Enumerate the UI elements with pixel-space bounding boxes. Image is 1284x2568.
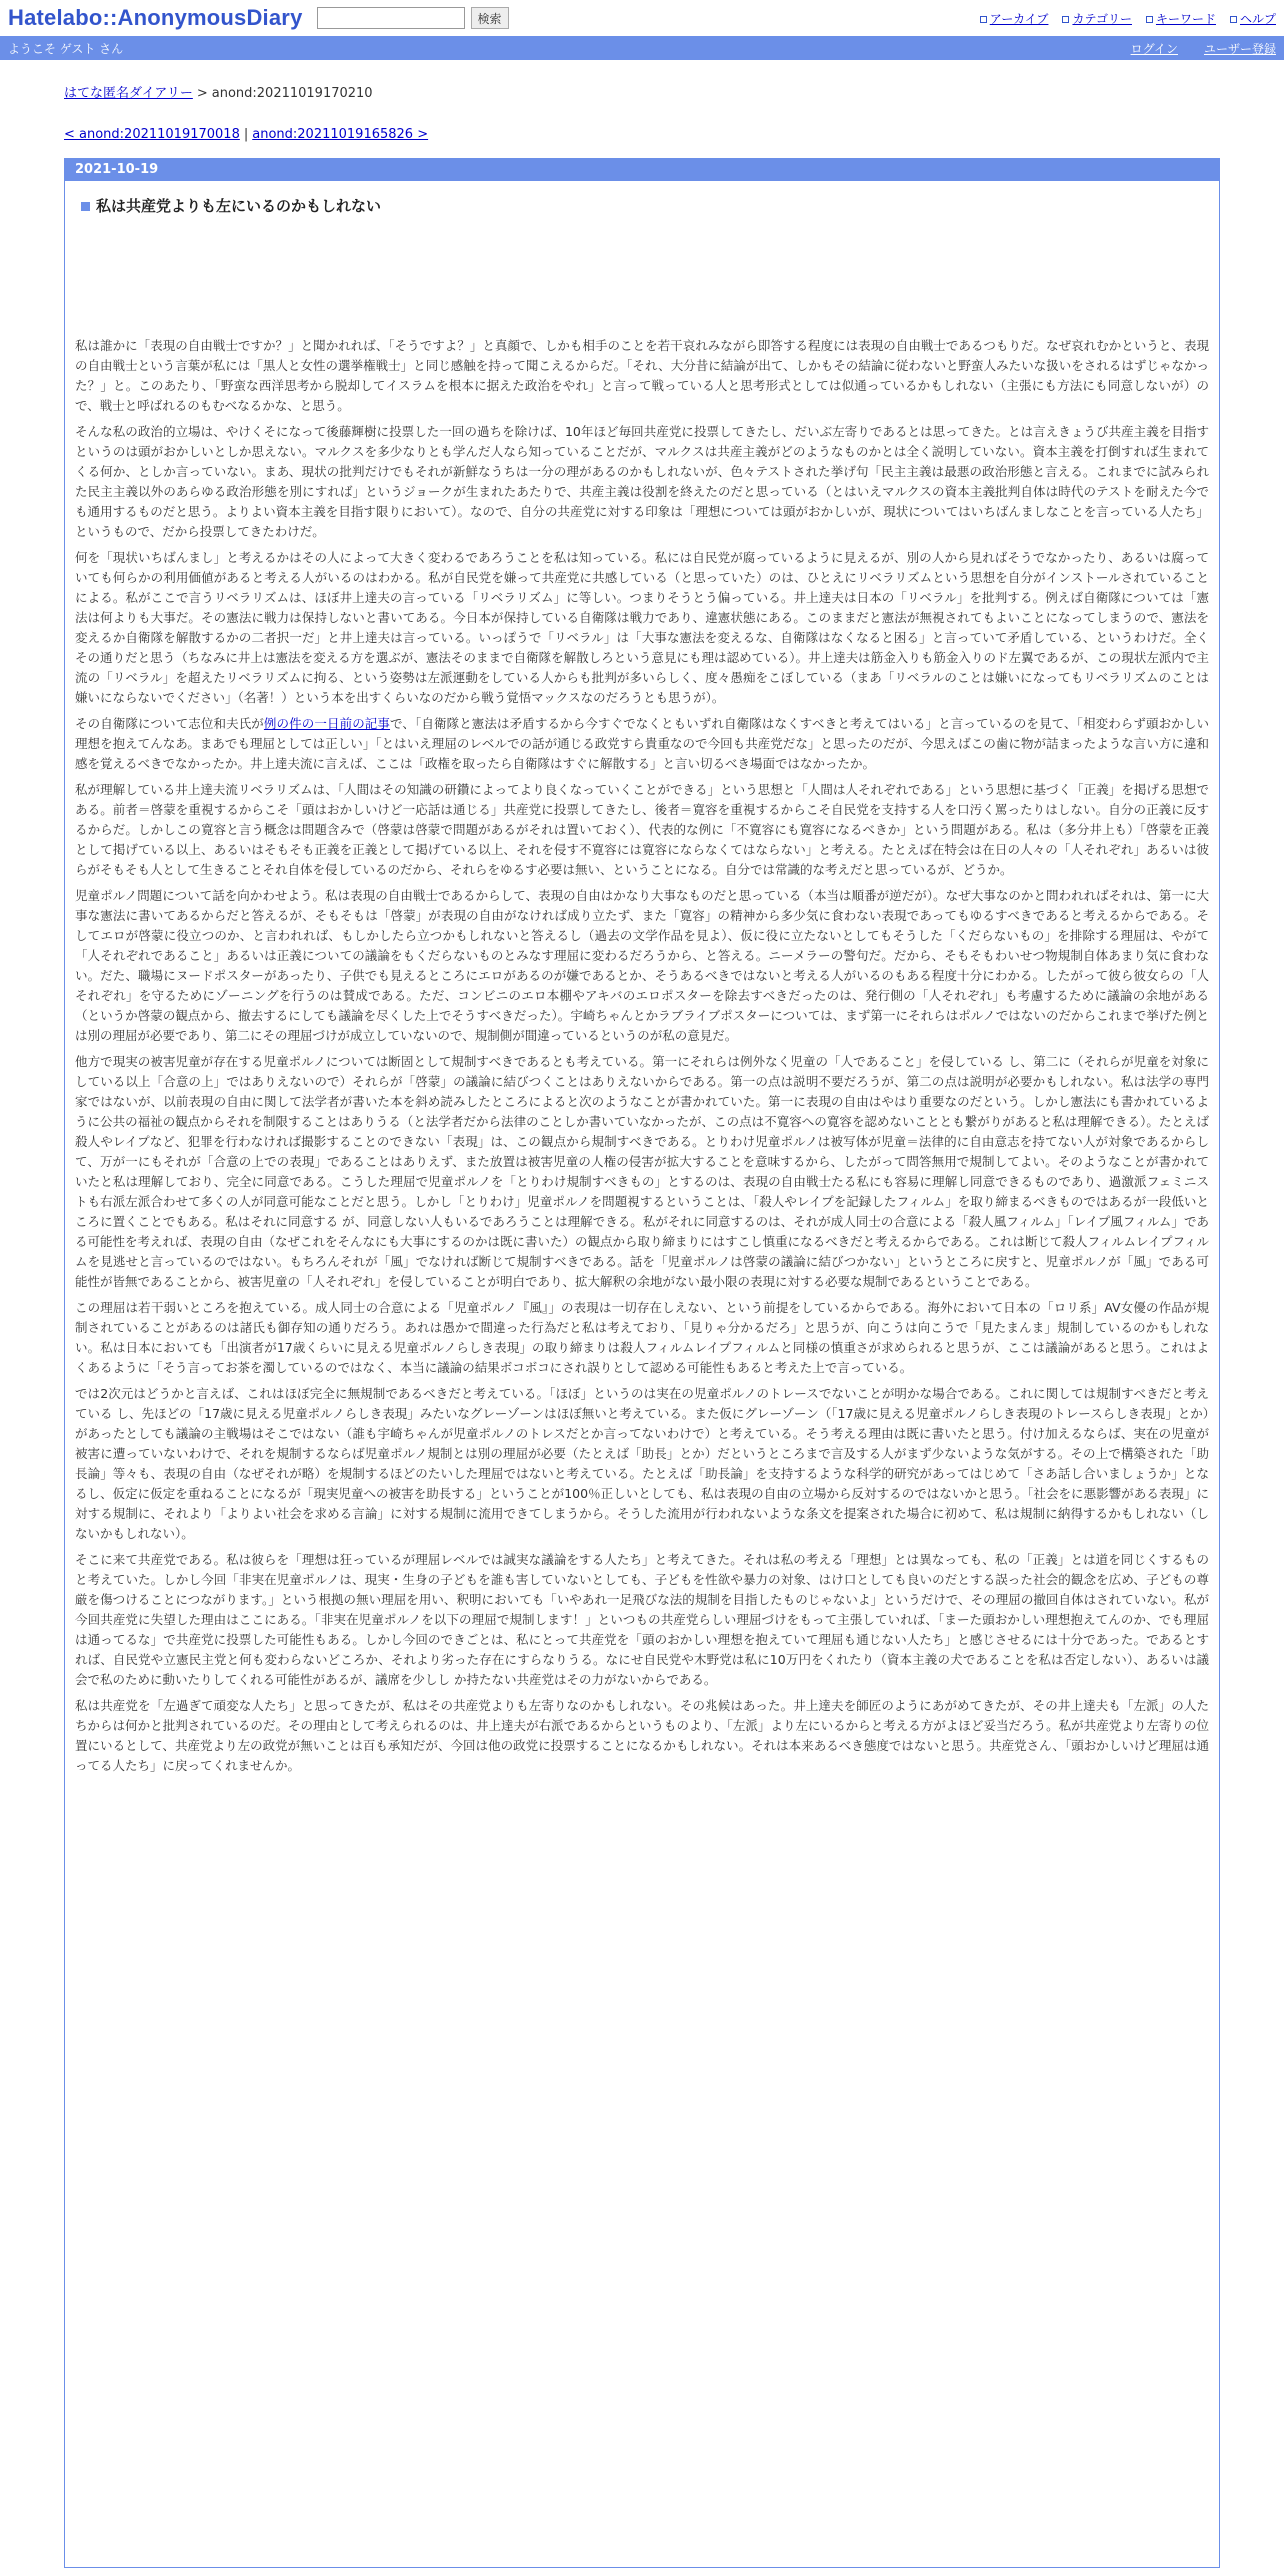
nav-category-link[interactable]: カテゴリー [1072, 11, 1132, 26]
breadcrumb [64, 82, 1220, 101]
pager-sep: | [243, 127, 249, 142]
prev-entry-link[interactable]: < anond:20211019170018 [64, 127, 240, 142]
search-input[interactable] [317, 7, 465, 29]
nav-keyword-link[interactable]: キーワード [1155, 11, 1216, 26]
square-icon [1062, 16, 1069, 23]
search-button[interactable]: 検索 [471, 7, 509, 29]
next-entry-link[interactable]: anond:20211019165826 > [252, 127, 429, 142]
site-logo[interactable]: Hatelabo::AnonymousDiary [8, 5, 303, 30]
paragraph: 児童ポルノ問題について話を向かわせよう。私は表現の自由戦士であるからして、表現の自由はかなり大事なものだと思っている（本当は順番が逆だが）。なぜ大事なのかと問われればそれは、第一に大事な憲法に書いてあるからだと答えるが、そもそもは「啓蒙」が表現の自由がなければ成り立たず、また「寛容」の精神から多少気に食わない表現であってもゆるすべきであると考えるからである。そしてエロが啓蒙に役立つのか、と言われれば、もしかしたら立つかもしれないと答えるし（過去の文学作品を見よ）、仮に役に立たないとしてもそうした「くだらないもの」を排除する理屈は、やがて「人それぞれであること」あるいは正義についての議論をもくだらないものとみなす理屈に変わるだろうから、と答える。ニーメラーの警句だ。だから、そもそもわいせつ物規制自体あまり気に食わない。だた、職場にヌードポスターがあったり、子供でも見えるところにエロがあるのが嫌であるとか、そうあるべきではないと考える人がいるのもある程度十分にわかる。したがって彼ら彼女らの「人それぞれ」を守るためにゾーニングを行うのは賛成である。ただ、コンビニのエロ本棚やアキバのエロポスターを除去すべきだったのは、発行側の「人それぞれ」も考慮するために議論の余地がある（というか啓蒙の観点から、撤去するにしても議論を尽くした上でそうすべきだった）。宇崎ちゃんとかラブライブポスターについては、まず第一にそれらはポルノではないのだからこれまで挙げた例とは別の理屈が必要であり、第二にその理屈づけが成立していないので、規制側が間違っているというのが私の意見だ。 [75, 888, 1209, 1043]
day-date: 2021-10-19 [65, 159, 1219, 181]
paragraph: では2次元はどうかと言えば、これはほぼ完全に無規制であるべきだと考えている。「ほぼ」というのは実在の児童ポルノのトレースでないことが明かな場合である。これに関しては規制すべきだと考えている し、先ほどの「17歳に見える児童ポルノらしき表現」みたいなグレーゾーンはほぼ無いと考えている。また仮にグレーゾーン（「17歳に見える児童ポルノらしき表現のトレースらしき表現」とか）があったとしても議論の主戦場はそこではない（誰も宇崎ちゃんが児童ポルノのトレスだとか言ってないわけで）と考えている。そう考える理由は既に書いたと思う。付け加えるならば、実在の児童が被害に遭っていないわけで、それを規制するならば児童ポルノ規制とは別の理屈が必要（たとえば「助長」とか）だというところまで言及する人がまず少ないような気がする。その上で構築された「助長論」等々も、表現の自由（なぜそれが略）を規制するほどのたいした理屈ではないと考えている。たとえば「助長論」を支持するような科学的研究があってはじめて「さあ話し合いましょうか」となるし、仮定に仮定を重ねることになるが「現実児童への被害を助長する」ということが100％正しいとしても、私は表現の自由の立場から反対するのではないかと思う。「社会をに悪影響がある表現」に対する規制に、それより「よりよい社会を求める言論」に対する規制に流用できてしまうから。そうした流用が行われないような条文を提案された場合に初めて、私は規制に納得するかもしれない（しないかもしれない）。 [75, 1386, 1209, 1541]
login-link[interactable]: ログイン [1130, 41, 1178, 56]
entry-title-text: 私は共産党よりも左にいるのかもしれない [96, 197, 382, 215]
paragraph: 私は共産党を「左過ぎて頑変な人たち」と思ってきたが、私はその共産党よりも左寄りなのかもしれない。その兆候はあった。井上達夫を師匠のようにあがめてきたが、その井上達夫も「左派」の人たちからは何かと批判されているのだ。その理由として考えられるのは、井上達夫が右派であるからというものより、「左派」より左にいるからと考える方がよほど妥当だろう。私が共産党より左寄りの位置にいるとして、共産党より左の政党が無いことは百も承知だが、今回は他の政党に投票することになるかもしれない。それは本来あるべき態度ではないと思う。共産党さん、「頭おかしいけど理屈は通ってる人たち」に戻ってくれませんか。 [75, 1698, 1209, 1773]
register-link[interactable]: ユーザー登録 [1203, 41, 1276, 56]
breadcrumb-current: anond:20211019170210 [211, 86, 373, 101]
paragraph-with-link: その自衛隊について志位和夫氏が例の件の一日前の記事で、「自衛隊と憲法は矛盾するから今すぐでなくともいずれ自衛隊はなくすべきと考えてはいる」と言っているのを見て、「相変わらず頭おかしい理想を抱えてんなあ。まあでも理屈としては正しい」「とはいえ理屈のレベルでの話が通じる政党すら貴重なので今回も共産党だな」と思ったのだが、今思えばこの歯に物が詰まったような言い方に違和感を覚えるべきでなかったか。井上達夫流に言えば、ここは「政権を取ったら自衛隊はすぐに解散する」と言い切るべき場面ではなかったか。 [75, 716, 1209, 771]
nav-keyword[interactable] [1146, 10, 1216, 27]
square-icon [980, 16, 987, 23]
entry-body [75, 336, 1209, 1776]
welcome-bar [0, 36, 1284, 60]
welcome-text: ようこそ ゲスト さん [8, 41, 124, 56]
article-link[interactable]: 例の件の一日前の記事 [263, 716, 391, 731]
entry-section [65, 195, 1219, 1776]
paragraph: そこに来て共産党である。私は彼らを「理想は狂っているが理屈レベルでは誠実な議論をする人たち」と考えてきた。それは私の考える「理想」とは異なっても、私の「正義」とは道を同じくするものと考えていた。しかし今回「非実在児童ポルノは、現実・生身の子どもを誰も害していないとしても、子どもを性欲や暴力の対象、はけ口としても良いのだとする誤った社会的観念を広め、子どもの尊厳を傷つけることにつながります。」という根拠の無い理屈を用い、釈明においても「いやあれ一足飛びな法的規制を目指したものじゃないよ」というだけで、その理屈の撤回自体はされていない。私が今回共産党に失望した理由はここにある。「非実在児童ポルノを以下の理屈で規制します！」といつもの共産党らしい理屈づけをもって主張していれば、「まーた頭おかしい理想抱えてんのか、でも理屈は通ってるな」で共産党に投票した可能性もある。しかし今回のできごとは、私にとって共産党を「頭のおかしい理想を抱えていて理屈も通じない人たち」と感じさせるには十分であった。であるとすれば、自民党や立憲民主党と何も変わらないどころか、それより劣った存在にすらなりうる。なにせ自民党や木野党は私に10万円をくれたり（資本主義の犬であることを私は否定しない）、あるいは議会で私のために動いたりしてくれる可能性があるが、議席を少しし か持たない共産党はその力がないからである。 [75, 1552, 1209, 1687]
diary-day [64, 158, 1220, 2568]
paragraph: 私が理解している井上達夫流リベラリズムは、「人間はその知識の研鑽によってより良くなっていくことができる」という思想と「人間は人それぞれである」という思想に基づく「正義」を掲げる思想である。前者＝啓蒙を重視するからこそ「頭はおかしいけど一応話は通じる」共産党に投票してきたし、後者＝寛容を重視するからこそ自民党を支持する人を口汚く罵ったりはしない。自分の正義に反するからだ。しかしこの寛容と言う概念は問題含みで（啓蒙は啓蒙で問題があるがそれは置いておく）、代表的な例に「不寛容にも寛容になるべきか」という問題がある。私は（多分井上も）「啓蒙を正義として掲げている以上、あるいはそもそも正義を正義として掲げている以上、それを侵す不寛容には寛容にならなくてはならない」と考える。たとえば在特会は在日の人々の「人それぞれ」あるいは彼らがそもそも人として生きることそれ自体を侵しているのだから、それらをゆるす必要は無い、ということになる。自分では常識的な考えだと思っているが、どうか。 [75, 782, 1209, 877]
square-icon [1146, 16, 1153, 23]
top-bar [0, 0, 1284, 36]
nav-archive[interactable] [980, 10, 1049, 27]
nav-archive-link[interactable]: アーカイブ [989, 11, 1049, 26]
main-content [0, 82, 1284, 2568]
top-nav [980, 10, 1276, 27]
breadcrumb-home[interactable]: はてな匿名ダイアリー [64, 86, 193, 101]
paragraph: 何を「現状いちばんまし」と考えるかはその人によって大きく変わるであろうことを私は知っている。私には自民党が腐っているように見えるが、別の人から見ればそうでなかったり、あるいは腐っていても何らかの利用価値があると考える人がいるのはわかる。私が自民党を嫌って共産党に共感している（と思っていた）のは、ひとえにリベラリズムという思想を自分がインストールされていることによる。私がここで言うリベラリズムは、ほぼ井上達夫の言っている「リベラリズム」に等しい。つまりそうとう偏っている。井上達夫は日本の「リベラル」を批判する。例えば自衛隊については「憲法は何よりも大事だ。その憲法に戦力は保持しないと書いてある。今日本が保持している自衛隊は戦力であり、違憲状態にある。このままだと憲法が無視されてもよいことになってしまうので、憲法を変えるか自衛隊を解散するかの二者択一だ」と井上達夫は言っている。いっぽうで「リベラル」は「大事な憲法を変えるな、自衛隊はなくなると困る」と言っていて矛盾している、というわけだ。全くその通りだと思う（ちなみに井上は憲法を変える方を選ぶが、憲法そのままで自衛隊を解散しろという意見にも理は認めている）。井上達夫は筋金入りも筋金入りのド左翼であるが、この現状左派内で主流の「リベラル」を超えたリベラリズムに拘る、という姿勢は左派運動をしている人からも批判が多いらしく、度々愚痴をこぼしている（まあ「リベラルのことは嫌いになってもリベラリズムのことは嫌いにならないでください」（名著！）という本を出すくらいなのだから戦う覚悟マックスなのだろうとも思うが）。 [75, 550, 1209, 705]
paragraph: この理屈は若干弱いところを抱えている。成人同士の合意による「児童ポルノ『風』」の表現は一切存在しえない、という前提をしているからである。海外において日本の「ロリ系」AV女優の作品が規制されていることがあるのは諸氏も御存知の通りだろう。あれは愚かで間違った行為だと私は考えており、「見りゃ分かるだろ」と思うが、向こうは向こうで「見たまんま」規制しているのかもしれない。私は日本においても「出演者が17歳くらいに見える児童ポルノらしき表現」の取り締まりは殺人フィルムレイプフィルムと同様の慎重さが求められると思うが、ここは議論があると思う。これはよくあるように「そう言ってお茶を濁しているのではなく、本当に議論の結果ボコボコにされ誤りとして認める可能性もあると考えた上で言っている。 [75, 1300, 1209, 1375]
entry-title [81, 195, 1209, 216]
paragraph: 他方で現実の被害児童が存在する児童ポルノについては断固として規制すべきであるとも考えている。第一にそれらは例外なく児童の「人であること」を侵している し、第二に（それらが児童を対象にしている以上「合意の上」ではありえないので）それらが「啓蒙」の議論に結びつくことはありえないからである。第一の点は説明不要だろうが、第二の点は説明が必要かもしれない。私は法学の専門家ではないが、以前表現の自由に関して法学者が書いた本を斜め読みしたところによると次のようなことが書かれていた。第一に表現の自由はやはり重要なのだという。しかし憲法にも書かれているように公共の福祉の観点からそれを制限することはありうる（と法学者だから法律のことしか書いていなかったが、この点は不寛容への寛容を認めないこととも繋がりがあると私は理解できる）。たとえば殺人やレイプなど、犯罪を行わなければ撮影することのできない「表現」は、この観点から規制すべきである。とりわけ児童ポルノは被写体が児童＝法律的に自由意志を持てない人が対象であるからして、万が一にもそれが「合意の上での表現」であることはありえず、また放置は被害児童の人権の侵害が拡大することを意味するから、したがって問答無用で規制してよい。そのようなことが書かれていたと私は理解しており、完全に同意である。こうした理屈で児童ポルノを「とりわけ規制すべきもの」とするのは、表現の自由戦士たる私にも容易に理解し同意できるものであり、過激派フェミニストも右派左派合わせて多くの人が同意可能なことだと思う。しかし「とりわけ」児童ポルノを問題視するということは、「殺人やレイプを記録したフィルム」を取り締まるべきものではあるが一段低いところに置くことでもある。私はそれに同意する が、同意しない人もいるであろうことは理解できる。私がそれに同意するのは、それが成人同士の合意による「殺人風フィルム」「レイプ風フィルム」である可能性を考えれば、表現の自由（なぜこれをそんなにも大事にするのかは既に書いた）の観点から取り締まりにはすこし慎重になるべきだと考えるからである。これは断じて殺人フィルムレイプフィルムを見逃せと言っているのではない。もちろんそれが「風」でなければ断じて規制すべきである。話を「児童ポルノは啓蒙の議論に結びつかない」というところに戻すと、児童ポルノが「風」である可能性が皆無であることから、被害児童の「人それぞれ」を侵していることが明白であり、拡大解釈の余地がない最小限の表現に対する必要な規制であるということである。 [75, 1054, 1209, 1289]
pager [64, 127, 1220, 142]
breadcrumb-sep: > [196, 86, 208, 101]
square-icon [1230, 16, 1237, 23]
paragraph: そんな私の政治的立場は、やけくそになって後藤輝樹に投票した一回の過ちを除けば、10年ほど毎回共産党に投票してきたし、だいぶ左寄りであるとは思ってきた。とは言えきょうび共産主義を目指すというのは頭がおかしいとしか思えない。マルクスを多少なりとも学んだ人なら知っていることだが、マルクスは共産主義がどのようなものかとは全く説明していない。資本主義を打倒すれば生まれてくる何か、としか言っていない。まあ、現状の批判だけでもそれが新鮮なうちは一分の理があるのかもしれないが、色々テストされた挙げ句「民主主義は最悪の政治形態と言える。これまでに試みられた民主主義以外のあらゆる政治形態を別にすれば」というジョークが生まれたあたりで、共産主義は役割を終えたのだと思っている（とはいえマルクスの資本主義批判自体は時代のテストを耐えた今でも通用するものだと思う。よりよい資本主義を目指す限りにおいて）。なので、自分の共産党に対する印象は「理想については頭がおかしいが、現状についてはいちばんましなことを言っている人たち」というもので、だから投票してきたわけだ。 [75, 424, 1209, 539]
nav-category[interactable] [1062, 10, 1132, 27]
nav-help-link[interactable]: ヘルプ [1239, 11, 1276, 26]
nav-help[interactable] [1230, 10, 1276, 27]
square-bullet-icon[interactable] [81, 202, 90, 211]
paragraph: 私は誰かに「表現の自由戦士ですか？」と聞かれれば、「そうですよ？」と真顔で、しかも相手のことを若干哀れみながら即答する程度には表現の自由戦士であるつもりだ。なぜ哀れむかというと、表現の自由戦士という言葉が私には「黒人と女性の選挙権戦士」と同じ感触を持って聞こえるからだ。「それ、大分昔に結論が出て、しかもその結論に従わないと野蛮人みたいな扱いをされるはずじゃなかった？」と。このあたり、「野蛮な西洋思考から脱却してイスラムを根本に据えた政治をやれ」と言って戦っている人と思考形式としては似通っているかもしれない（主張にも方法にも同意しないが）ので、戦士と呼ばれるのもむべなるかな、と思う。 [75, 338, 1209, 413]
